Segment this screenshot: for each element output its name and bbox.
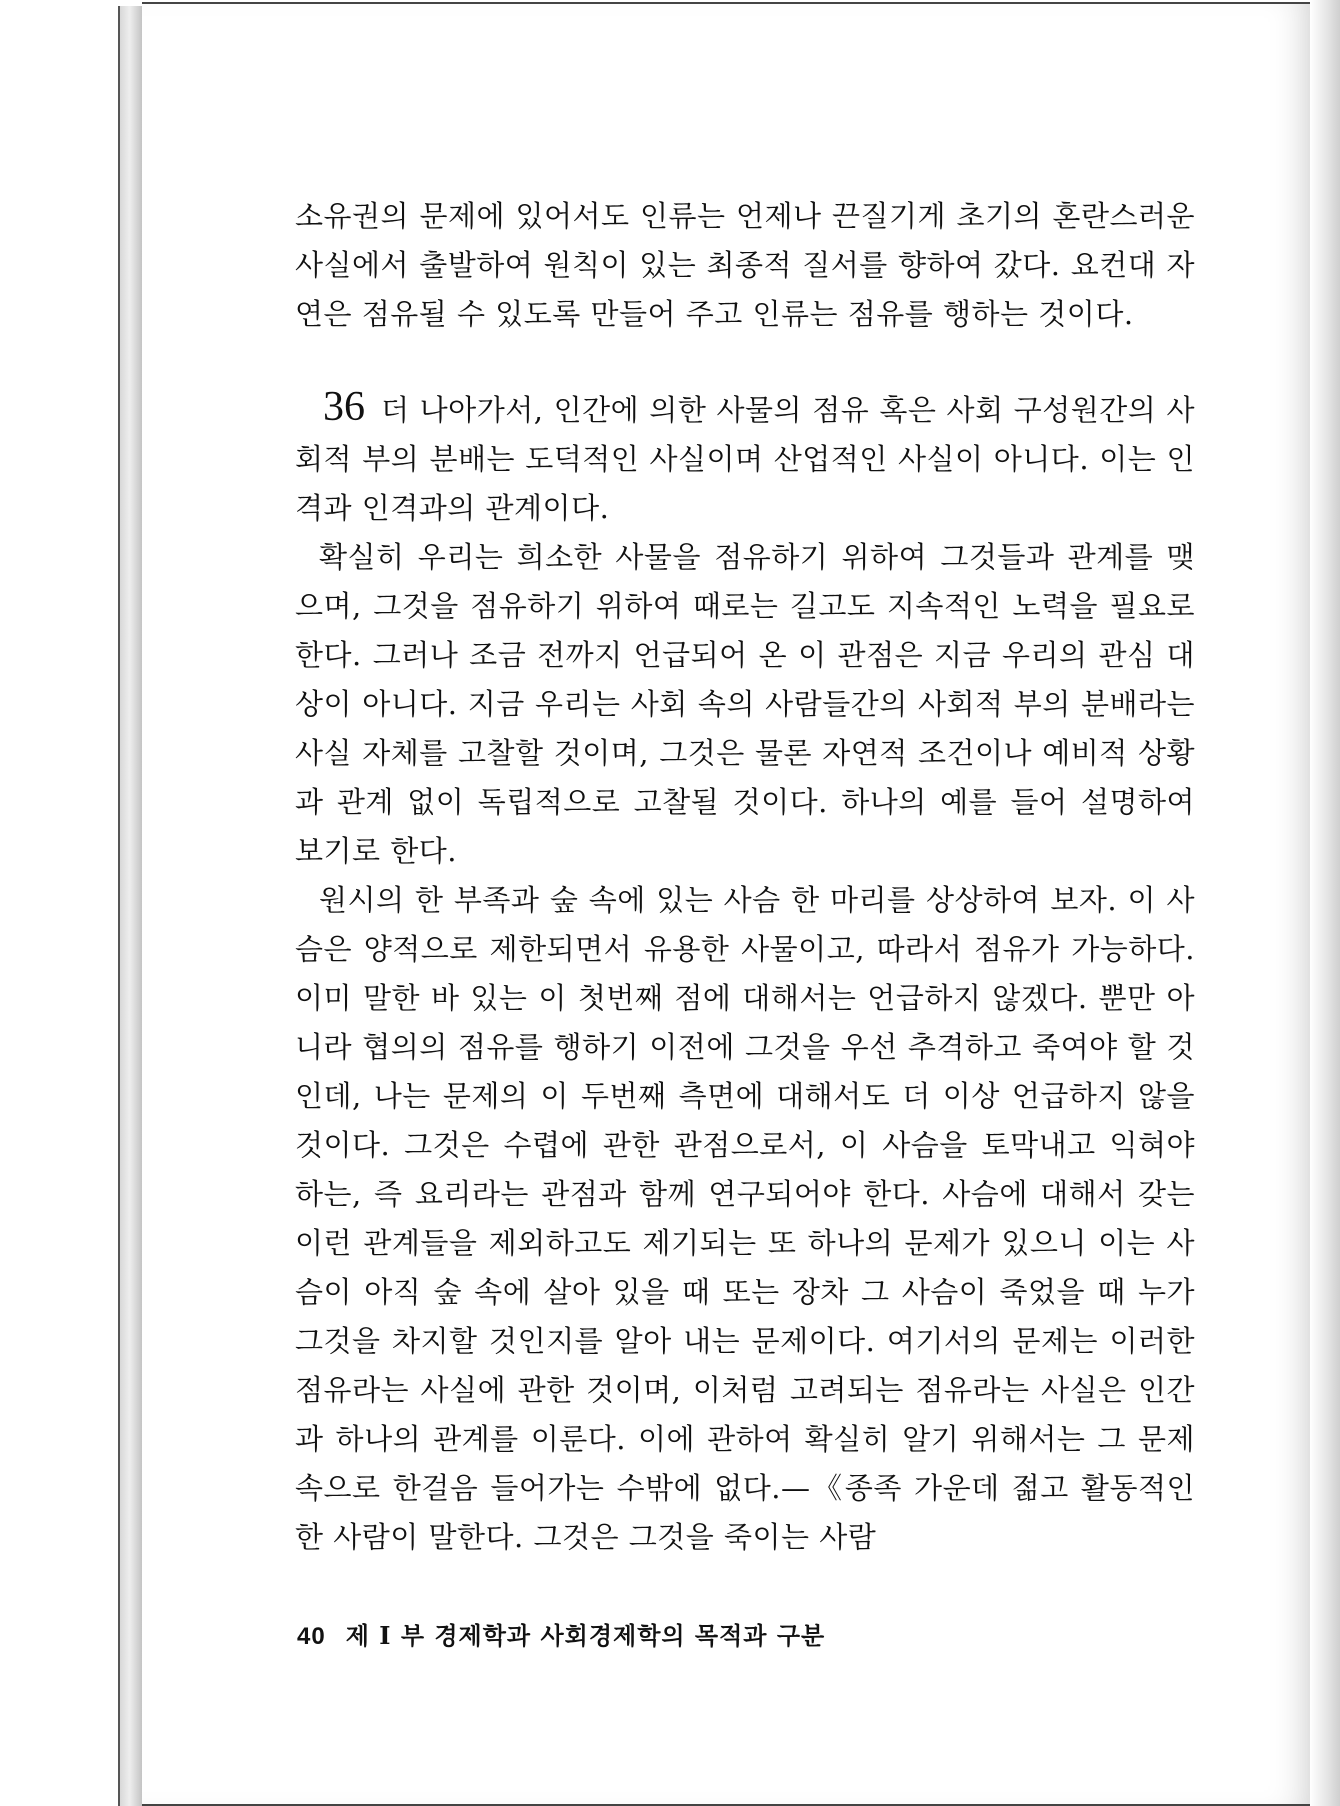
section-gap [295,339,1195,383]
running-head: 제 I 부 경제학과 사회경제학의 목적과 구분 [345,1621,826,1650]
page-number: 40 [297,1623,326,1650]
body-text [295,192,1195,1562]
section-paragraph-1-text: 더 나아가서, 인간에 의한 사물의 점유 혹은 사회 구성원간의 사회적 부의 분배는 도덕적인 사실이며 산업적인 사실이 아니다. 이는 인격과 인격과의 관계이다. [295,393,1195,525]
page-shadow [1310,0,1340,1806]
section-paragraph-1 [295,383,1195,533]
section-number: 36 [323,384,365,430]
intro-paragraph: 소유권의 문제에 있어서도 인류는 언제나 끈질기게 초기의 혼란스러운 사실에서 출발하여 원칙이 있는 최종적 질서를 향하여 갔다. 요컨대 자연은 점유될 수 있도록 만들어 주고 인류는 점유를 행하는 것이다. [295,199,1195,331]
section-paragraph-2: 확실히 우리는 희소한 사물을 점유하기 위하여 그것들과 관계를 맺으며, 그것을 점유하기 위하여 때로는 길고도 지속적인 노력을 필요로 한다. 그러나 조금 전까지 언급되어 온 이 관점은 지금 우리의 관심 대상이 아니다. 지금 우리는 사회 속의 사람들간의 사회적 부의 분배라는 사실 자체를 고찰할 것이며, 그것은 물론 자연적 조건이나 예비적 상황과 관계 없이 독립적으로 고찰될 것이다. 하나의 예를 들어 설명하여 보기로 한다. [295,540,1195,868]
book-edge [118,6,144,1806]
section-paragraph-3: 원시의 한 부족과 숲 속에 있는 사슴 한 마리를 상상하여 보자. 이 사슴은 양적으로 제한되면서 유용한 사물이고, 따라서 점유가 가능하다. 이미 말한 바 있는 이 첫번째 점에 대해서는 언급하지 않겠다. 뿐만 아니라 협의의 점유를 행하기 이전에 그것을 우선 추격하고 죽여야 할 것인데, 나는 문제의 이 두번째 측면에 대해서도 더 이상 언급하지 않을 것이다. 그것은 수렵에 관한 관점으로서, 이 사슴을 토막내고 익혀야 하는, 즉 요리라는 관점과 함께 연구되어야 한다. 사슴에 대해서 갖는 이런 관계들을 제외하고도 제기되는 또 하나의 문제가 있으니 이는 사슴이 아직 숲 속에 살아 있을 때 또는 장차 그 사슴이 죽었을 때 누가 그것을 차지할 것인지를 알아 내는 문제이다. 여기서의 문제는 이러한 점유라는 사실에 관한 것이며, 이처럼 고려되는 점유라는 사실은 인간과 하나의 관계를 이룬다. 이에 관하여 확실히 알기 위해서는 그 문제 속으로 한걸음 들어가는 수밖에 없다.—《종족 가운데 젊고 활동적인 한 사람이 말한다. 그것은 그것을 죽이는 사람 [295,883,1195,1554]
page-footer [297,1616,825,1651]
